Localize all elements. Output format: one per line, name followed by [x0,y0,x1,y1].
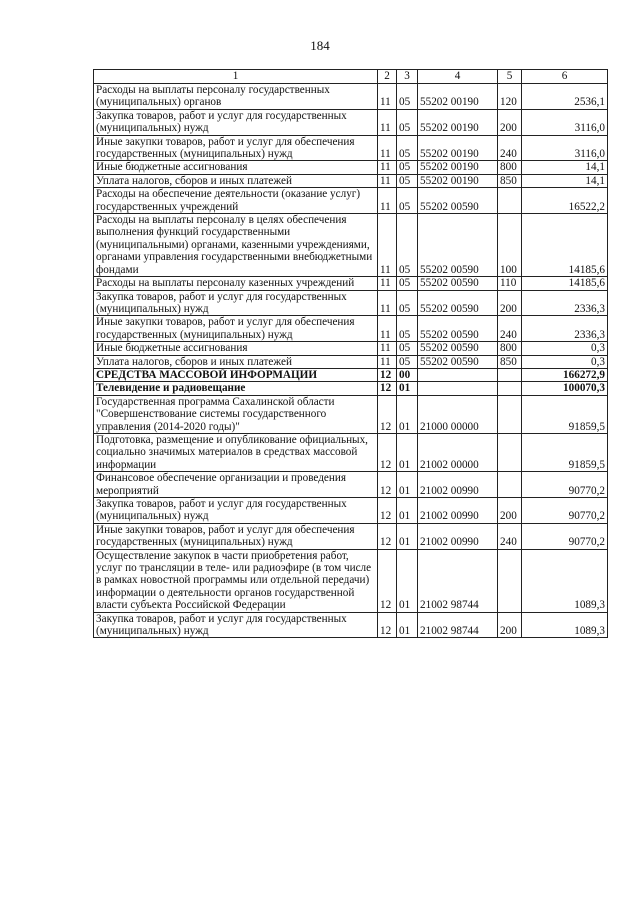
row-expense-type: 240 [498,316,522,342]
row-subsection: 01 [397,472,418,498]
row-amount: 3116,0 [522,109,608,135]
row-expense-type: 120 [498,84,522,110]
row-name: Уплата налогов, сборов и иных платежей [94,174,378,187]
row-section: 12 [378,368,397,381]
row-section: 12 [378,612,397,638]
row-subsection: 05 [397,316,418,342]
row-amount: 3116,0 [522,135,608,161]
row-name: Закупка товаров, работ и услуг для государственных (муниципальных) нужд [94,290,378,316]
col-header-name: 1 [94,70,378,84]
row-name: Иные бюджетные ассигнования [94,342,378,355]
row-amount: 90770,2 [522,523,608,549]
row-subsection: 01 [397,498,418,524]
row-target-article: 55202 00590 [418,355,498,368]
table-row [94,84,608,110]
row-expense-type: 200 [498,498,522,524]
row-expense-type: 850 [498,174,522,187]
table-row [94,290,608,316]
row-subsection: 05 [397,161,418,174]
row-target-article: 21000 00000 [418,395,498,433]
row-expense-type [498,188,522,214]
row-subsection: 01 [397,382,418,395]
row-expense-type: 200 [498,109,522,135]
row-subsection: 01 [397,612,418,638]
row-name: СРЕДСТВА МАССОВОЙ ИНФОРМАЦИИ [94,368,378,381]
row-target-article: 21002 00000 [418,433,498,471]
row-name: Расходы на выплаты персоналу в целях обеспечения выполнения функций государственными (муниципальными) органами, казенными учреждениями, органами управления государственными внебюджетными фондами [94,214,378,277]
table-row [94,188,608,214]
row-subsection: 01 [397,523,418,549]
row-amount: 90770,2 [522,472,608,498]
row-amount: 16522,2 [522,188,608,214]
row-subsection: 05 [397,84,418,110]
row-expense-type: 100 [498,214,522,277]
row-subsection: 05 [397,109,418,135]
row-target-article: 55202 00190 [418,84,498,110]
row-expense-type: 200 [498,612,522,638]
row-name: Иные закупки товаров, работ и услуг для обеспечения государственных (муниципальных) нужд [94,316,378,342]
row-expense-type: 240 [498,135,522,161]
row-section: 11 [378,342,397,355]
row-section: 12 [378,523,397,549]
row-amount: 14185,6 [522,277,608,290]
row-target-article: 55202 00590 [418,316,498,342]
row-amount: 14185,6 [522,214,608,277]
table-row [94,135,608,161]
row-amount: 1089,3 [522,549,608,612]
row-target-article: 21002 98744 [418,612,498,638]
row-amount: 0,3 [522,355,608,368]
row-subsection: 05 [397,135,418,161]
row-target-article: 55202 00190 [418,161,498,174]
row-name: Расходы на выплаты персоналу государственных (муниципальных) органов [94,84,378,110]
row-name: Уплата налогов, сборов и иных платежей [94,355,378,368]
row-subsection: 00 [397,368,418,381]
row-subsection: 01 [397,395,418,433]
row-subsection: 01 [397,549,418,612]
row-target-article: 55202 00590 [418,188,498,214]
row-section: 11 [378,355,397,368]
row-amount: 100070,3 [522,382,608,395]
row-expense-type: 800 [498,161,522,174]
row-name: Расходы на обеспечение деятельности (оказание услуг) государственных учреждений [94,188,378,214]
row-name: Расходы на выплаты персоналу казенных учреждений [94,277,378,290]
table-row [94,382,608,395]
table-row [94,612,608,638]
table-row [94,109,608,135]
row-amount: 0,3 [522,342,608,355]
row-target-article: 55202 00190 [418,135,498,161]
row-expense-type [498,382,522,395]
row-section: 12 [378,498,397,524]
row-expense-type [498,433,522,471]
row-subsection: 01 [397,433,418,471]
row-section: 11 [378,84,397,110]
table-row [94,472,608,498]
row-target-article: 55202 00190 [418,174,498,187]
row-name: Закупка товаров, работ и услуг для государственных (муниципальных) нужд [94,498,378,524]
row-target-article: 21002 98744 [418,549,498,612]
row-amount: 1089,3 [522,612,608,638]
row-target-article: 21002 00990 [418,472,498,498]
row-section: 11 [378,214,397,277]
row-section: 12 [378,395,397,433]
row-amount: 91859,5 [522,433,608,471]
table-row [94,355,608,368]
row-expense-type: 110 [498,277,522,290]
col-header-section: 2 [378,70,397,84]
row-target-article: 55202 00590 [418,214,498,277]
row-name: Иные закупки товаров, работ и услуг для обеспечения государственных (муниципальных) нужд [94,523,378,549]
row-target-article: 55202 00590 [418,342,498,355]
col-header-target-article: 4 [418,70,498,84]
row-expense-type: 850 [498,355,522,368]
row-name: Телевидение и радиовещание [94,382,378,395]
row-expense-type: 200 [498,290,522,316]
table-row [94,316,608,342]
row-section: 12 [378,472,397,498]
row-name: Закупка товаров, работ и услуг для государственных (муниципальных) нужд [94,109,378,135]
row-expense-type [498,472,522,498]
table-row [94,277,608,290]
col-header-expense-type: 5 [498,70,522,84]
row-section: 12 [378,433,397,471]
row-subsection: 05 [397,214,418,277]
row-subsection: 05 [397,342,418,355]
table-row [94,161,608,174]
row-target-article: 21002 00990 [418,498,498,524]
row-section: 11 [378,161,397,174]
row-name: Осуществление закупок в части приобретения работ, услуг по трансляции в теле- или радиоэфире (в том числе в рамках новостной программы или отдельной передачи) информации о деятельности органов государственной власти субъекта Российской Федерации [94,549,378,612]
table-row [94,433,608,471]
row-target-article [418,368,498,381]
row-section: 12 [378,382,397,395]
row-section: 11 [378,174,397,187]
row-name: Закупка товаров, работ и услуг для государственных (муниципальных) нужд [94,612,378,638]
table-row [94,342,608,355]
row-target-article: 55202 00590 [418,290,498,316]
row-subsection: 05 [397,355,418,368]
page-number: 184 [310,38,330,53]
table-row [94,549,608,612]
row-amount: 2336,3 [522,290,608,316]
row-expense-type [498,368,522,381]
row-name: Финансовое обеспечение организации и проведения мероприятий [94,472,378,498]
row-subsection: 05 [397,188,418,214]
row-amount: 2336,3 [522,316,608,342]
row-target-article [418,382,498,395]
row-section: 11 [378,135,397,161]
table-row [94,523,608,549]
header-row [94,70,608,84]
table-row [94,395,608,433]
row-section: 11 [378,188,397,214]
table-row [94,214,608,277]
row-amount: 90770,2 [522,498,608,524]
row-name: Иные бюджетные ассигнования [94,161,378,174]
row-target-article: 55202 00190 [418,109,498,135]
row-name: Иные закупки товаров, работ и услуг для обеспечения государственных (муниципальных) нужд [94,135,378,161]
col-header-subsection: 3 [397,70,418,84]
row-amount: 2536,1 [522,84,608,110]
row-subsection: 05 [397,277,418,290]
row-expense-type: 240 [498,523,522,549]
row-subsection: 05 [397,174,418,187]
row-section: 11 [378,109,397,135]
row-target-article: 55202 00590 [418,277,498,290]
row-amount: 14,1 [522,174,608,187]
row-expense-type [498,395,522,433]
table-row [94,368,608,381]
row-name: Государственная программа Сахалинской области "Совершенствование системы государственного управления (2014-2020 годы)" [94,395,378,433]
row-section: 11 [378,277,397,290]
row-section: 11 [378,290,397,316]
row-amount: 91859,5 [522,395,608,433]
row-amount: 166272,9 [522,368,608,381]
row-expense-type: 800 [498,342,522,355]
row-expense-type [498,549,522,612]
row-amount: 14,1 [522,161,608,174]
row-section: 11 [378,316,397,342]
row-name: Подготовка, размещение и опубликование официальных, социально значимых материалов в средствах массовой информации [94,433,378,471]
table-row [94,498,608,524]
row-target-article: 21002 00990 [418,523,498,549]
table-row [94,174,608,187]
row-section: 12 [378,549,397,612]
row-subsection: 05 [397,290,418,316]
budget-table [93,69,608,638]
col-header-amount: 6 [522,70,608,84]
